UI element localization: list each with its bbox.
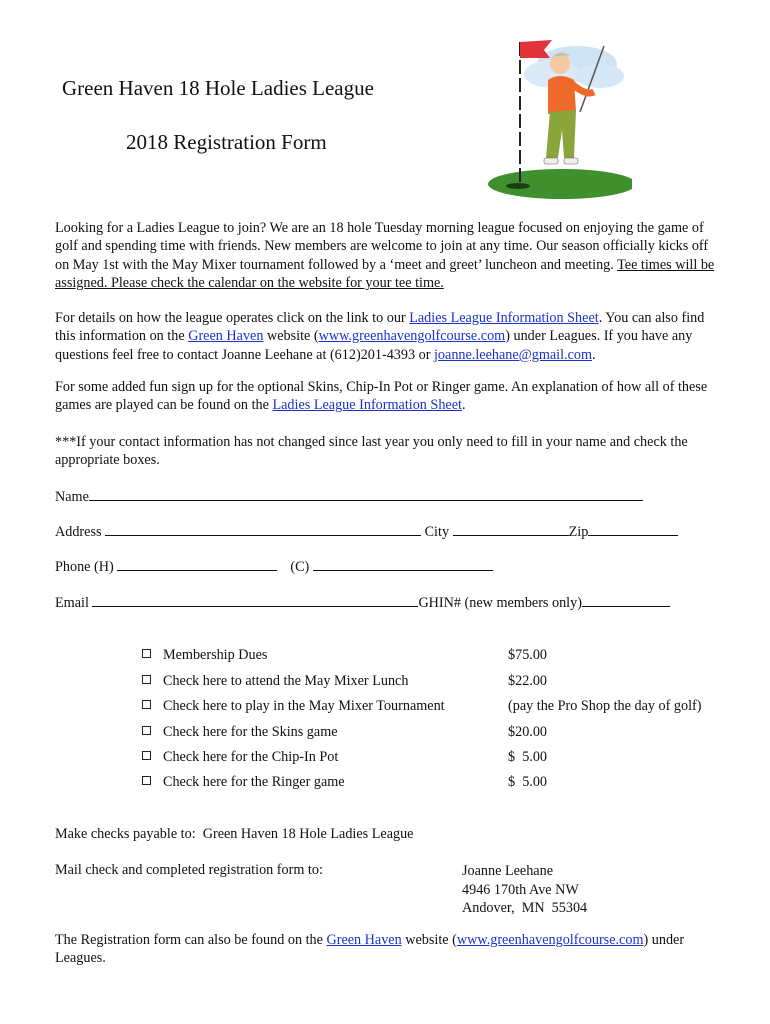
details-text: . You can also find this information on the xyxy=(55,310,705,345)
checkbox-icon[interactable] xyxy=(142,776,151,785)
option-ringer[interactable] xyxy=(142,774,345,791)
option-label: Check here for the Ringer game xyxy=(163,774,345,790)
checkbox-icon[interactable] xyxy=(142,675,151,684)
option-price: $ 5.00 xyxy=(508,774,548,790)
footer-text: website ( xyxy=(401,932,457,948)
phone-cell-field[interactable] xyxy=(313,557,493,571)
info-sheet-link[interactable]: Ladies League Information Sheet xyxy=(409,310,599,326)
city-label: City xyxy=(424,524,450,540)
checkbox-icon[interactable] xyxy=(142,726,151,735)
email-field[interactable] xyxy=(92,593,418,607)
details-paragraph xyxy=(55,309,715,364)
footer-paragraph xyxy=(55,931,715,968)
phone-home-label: Phone (H) xyxy=(55,559,114,575)
checkbox-icon[interactable] xyxy=(142,649,151,658)
option-price: $75.00 xyxy=(508,647,548,663)
address-name: Joanne Leehane xyxy=(462,863,553,879)
footer-text: The Registration form can also be found on the xyxy=(55,932,327,948)
address-city: Andover, MN 55304 xyxy=(462,900,588,916)
intro-text: Looking for a Ladies League to join? We are an 18 hole Tuesday morning league focused on enjoying the game of golf and spending time with friends. New members are welcome to join at any time. Our season officially kicks off on May 1st with the May Mixer tournament followed by a ‘meet and greet’ luncheon and meeting. xyxy=(55,220,709,273)
league-title: Green Haven 18 Hole Ladies League xyxy=(62,76,374,100)
footer-text: ) under Leagues. xyxy=(55,932,685,967)
option-skins[interactable] xyxy=(142,724,338,741)
details-text: For details on how the league operates click on the link to our xyxy=(55,310,410,326)
games-paragraph xyxy=(55,378,715,415)
option-label: Check here for the Skins game xyxy=(163,724,338,740)
option-label: Check here to attend the May Mixer Lunch xyxy=(163,673,409,689)
address-street: 4946 170th Ave NW xyxy=(462,881,579,898)
option-price: (pay the Pro Shop the day of golf) xyxy=(508,698,702,714)
email-row xyxy=(55,593,670,612)
tee-time-notice: Tee times will be assigned. Please check the calendar on the website for your tee time. xyxy=(55,256,715,291)
name-field[interactable] xyxy=(89,487,643,501)
phone-cell-label: (C) xyxy=(290,559,310,575)
mail-to-text: Mail check and completed registration form to: xyxy=(55,862,323,878)
golfer-illustration xyxy=(482,34,632,199)
intro-paragraph xyxy=(55,219,715,292)
email-label: Email xyxy=(55,595,89,611)
ghin-label: GHIN# (new members only) xyxy=(418,595,582,611)
hole-icon xyxy=(506,183,530,189)
name-row xyxy=(55,487,643,506)
address-field[interactable] xyxy=(105,522,421,536)
ghin-field[interactable] xyxy=(582,593,670,607)
details-text: website ( xyxy=(263,328,319,345)
green-haven-link-2[interactable]: Green Haven xyxy=(326,932,402,948)
option-price: $ 5.00 xyxy=(508,749,548,765)
option-chip-in-pot[interactable] xyxy=(142,749,338,766)
option-label: Check here for the Chip-In Pot xyxy=(163,749,339,765)
website-link[interactable]: www.greenhavengolfcourse.com xyxy=(318,328,506,345)
mailing-address xyxy=(462,862,587,918)
zip-field[interactable] xyxy=(588,522,678,536)
name-label: Name xyxy=(55,489,89,505)
option-label: Check here to play in the May Mixer Tournament xyxy=(163,698,445,714)
green-haven-link[interactable]: Green Haven xyxy=(188,328,264,345)
address-row xyxy=(55,522,678,541)
option-mixer-lunch[interactable] xyxy=(142,673,408,690)
option-label: Membership Dues xyxy=(163,647,268,663)
games-text: For some added fun sign up for the optional Skins, Chip-In Pot or Ringer game. An explanation of how all of these games are played can be found on the xyxy=(55,379,708,414)
zip-label: Zip xyxy=(568,524,589,540)
option-mixer-tournament[interactable] xyxy=(142,698,445,715)
details-text: . xyxy=(592,346,596,363)
info-sheet-link-2[interactable]: Ladies League Information Sheet xyxy=(272,397,462,414)
form-title: 2018 Registration Form xyxy=(126,130,327,154)
details-text: ) under Leagues. If you have any questions feel free to contact Joanne Leehane at (612)201-4393 or xyxy=(55,328,693,363)
website-link-2[interactable]: www.greenhavengolfcourse.com xyxy=(456,932,644,948)
option-membership-dues[interactable] xyxy=(142,647,267,664)
checkbox-icon[interactable] xyxy=(142,700,151,709)
games-text: . xyxy=(461,397,466,414)
email-link[interactable]: joanne.leehane@gmail.com xyxy=(433,346,593,363)
phone-row xyxy=(55,557,493,576)
city-field[interactable] xyxy=(453,522,569,536)
option-price: $22.00 xyxy=(508,673,548,689)
checks-payable-text: Make checks payable to: Green Haven 18 Hole Ladies League xyxy=(55,826,414,842)
address-label: Address xyxy=(55,524,102,540)
phone-home-field[interactable] xyxy=(117,557,277,571)
checkbox-icon[interactable] xyxy=(142,751,151,760)
returning-member-note: ***If your contact information has not changed since last year you only need to fill in your name and check the appropriate boxes. xyxy=(55,434,688,469)
option-price: $20.00 xyxy=(508,724,548,740)
